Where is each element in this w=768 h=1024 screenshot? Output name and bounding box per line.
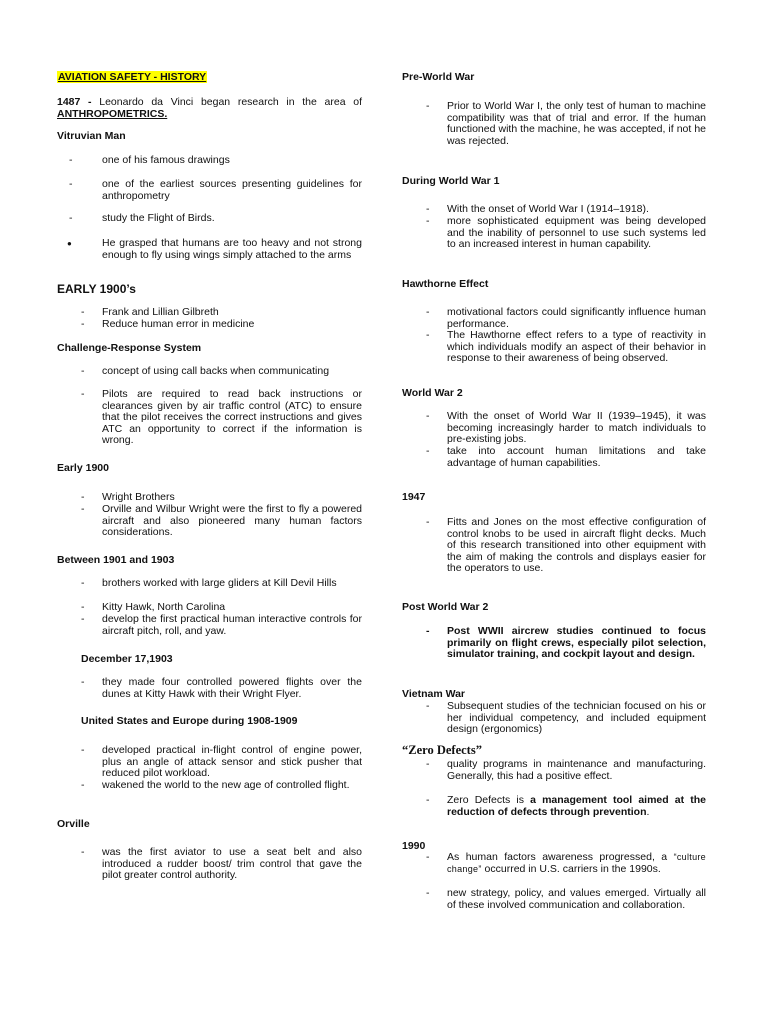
heading-orville: Orville xyxy=(57,818,90,830)
heading-between-1901-1903: Between 1901 and 1903 xyxy=(57,554,175,566)
heading-world-war-1: During World War 1 xyxy=(402,175,500,187)
heading-vitruvian-man: Vitruvian Man xyxy=(57,130,126,142)
document-title: AVIATION SAFETY - HISTORY xyxy=(58,71,207,83)
heading-world-war-2: World War 2 xyxy=(402,387,463,399)
heading-pre-world-war: Pre-World War xyxy=(402,71,475,83)
heading-post-world-war-2: Post World War 2 xyxy=(402,601,489,613)
heading-early-1900s: EARLY 1900’s xyxy=(57,282,136,296)
heading-challenge-response: Challenge-Response System xyxy=(57,342,202,354)
heading-early-1900: Early 1900 xyxy=(57,462,109,474)
heading-december-1903: December 17,1903 xyxy=(81,653,173,665)
heading-1990: 1990 xyxy=(402,840,426,852)
heading-zero-defects: “Zero Defects” xyxy=(402,743,482,757)
intro-paragraph: 1487 - Leonardo da Vinci began research in the area of ANTHROPOMETRICS. xyxy=(57,96,363,120)
heading-vietnam-war: Vietnam War xyxy=(402,688,466,700)
heading-us-europe: United States and Europe during 1908-1909 xyxy=(81,715,298,727)
heading-hawthorne-effect: Hawthorne Effect xyxy=(402,278,489,290)
heading-1947: 1947 xyxy=(402,491,426,503)
